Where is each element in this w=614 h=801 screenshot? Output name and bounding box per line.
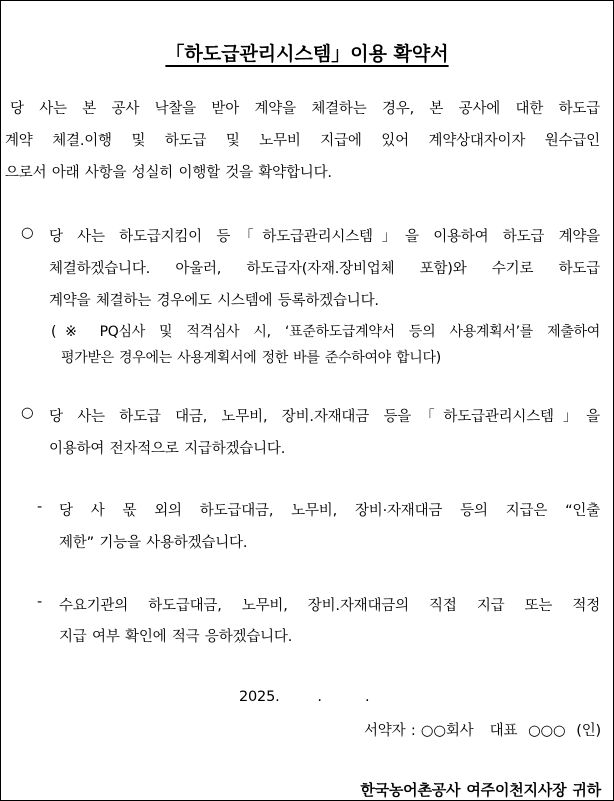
item2-line-2: 이용하여 전자적으로 지급하겠습니다. bbox=[49, 441, 286, 457]
item1-line-2: 체결하겠습니다. 아울러, 하도급자(자재.장비업체 포함)와 수기로 하도급 bbox=[49, 261, 600, 277]
intro-line-2: 계약 체결.이행 및 하도급 및 노무비 지급에 있어 계약상대자이자 원수급인 bbox=[5, 133, 600, 149]
item1-bullet: ○ bbox=[21, 225, 34, 241]
sub2-dash: - bbox=[37, 594, 43, 610]
item2-bullet: ○ bbox=[21, 405, 34, 421]
sub1-line-1: 당 사 몫 외의 하도급대금, 노무비, 장비·자재대금 등의 지급은 “인출 bbox=[59, 503, 600, 519]
sub2-line-2: 지급 여부 확인에 적극 응하겠습니다. bbox=[59, 629, 293, 645]
item1-line-3: 계약을 체결하는 경우에도 시스템에 등록하겠습니다. bbox=[49, 293, 379, 309]
intro-line-3: 으로서 아래 사항을 성실히 이행할 것을 확약합니다. bbox=[5, 165, 332, 181]
item1-note-line-1: (※ PQ심사 및 적격심사 시, ‘표준하도급계약서 등의 사용계획서’를 제출하여 bbox=[51, 324, 600, 340]
date-line: 2025. . . bbox=[239, 689, 370, 705]
signer-line: 서약자 : ○○회사 대표 ○○○ (인) bbox=[364, 723, 601, 739]
item1-note-line-2: 평가받은 경우에는 사용계획서에 정한 바를 준수하여야 합니다) bbox=[61, 350, 441, 366]
sub2-line-1: 수요기관의 하도급대금, 노무비, 장비.자재대금의 직접 지급 또는 적정 bbox=[59, 598, 600, 614]
sub1-line-2: 제한” 기능을 사용하겠습니다. bbox=[59, 535, 248, 551]
item2-line-1: 당 사는 하도급 대금, 노무비, 장비.자재대금 등을「하도급관리시스템」을 bbox=[49, 409, 600, 425]
addressee-line: 한국농어촌공사 여주이천지사장 귀하 bbox=[360, 781, 601, 799]
document-title: 「하도급관리시스템」이용 확약서 bbox=[165, 43, 449, 65]
item1-line-1: 당 사는 하도급지킴이 등「하도급관리시스템」을 이용하여 하도급 계약을 bbox=[49, 229, 600, 245]
sub1-dash: - bbox=[37, 499, 43, 515]
intro-line-1: 당 사는 본 공사 낙찰을 받아 계약을 체결하는 경우, 본 공사에 대한 하도급 bbox=[10, 101, 600, 117]
